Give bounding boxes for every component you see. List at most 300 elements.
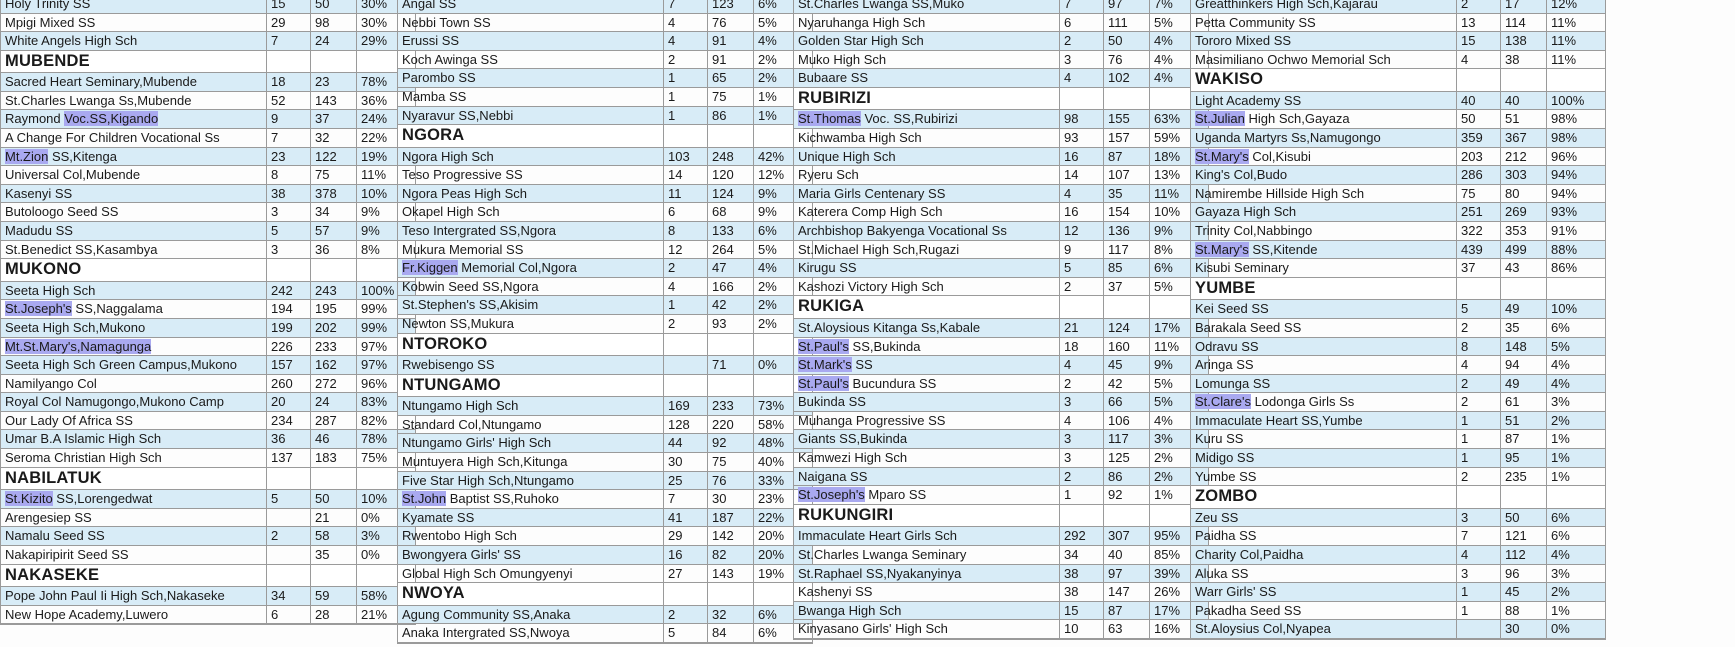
count-b-cell: 143 (708, 565, 754, 583)
count-a-cell: 93 (1060, 129, 1104, 147)
school-name: Sacred Heart Seminary,Mubende (1, 73, 267, 91)
table-row (398, 472, 812, 491)
school-name: Teso Progressive SS (398, 166, 664, 184)
school-name: Holy Trinity SS (1, 0, 267, 13)
count-b-cell: 21 (311, 509, 357, 527)
table-row (1191, 565, 1605, 584)
percent-cell: 5% (1154, 375, 1173, 391)
percent-cell: 11% (1551, 14, 1577, 30)
count-b-cell: 287 (311, 412, 357, 430)
percent-cell: 30% (361, 0, 388, 11)
percent-cell: 4% (1551, 357, 1570, 373)
percent-cell: 4% (1551, 375, 1570, 391)
count-b-cell: 51 (1501, 412, 1547, 430)
count-b-cell: 202 (311, 319, 357, 337)
percent-cell: 1% (758, 107, 777, 123)
table-row (794, 338, 1208, 357)
count-b-cell: 35 (1104, 185, 1150, 203)
percent-cell: 10% (1551, 301, 1578, 317)
percent-cell: 5% (1154, 14, 1173, 30)
count-b-cell: 122 (311, 148, 357, 166)
selection-highlight: Fr.Kiggen (402, 260, 458, 276)
count-b-cell: 367 (1501, 129, 1547, 147)
count-a-cell: 2 (1457, 319, 1501, 337)
school-name: Seeta High Sch (1, 282, 267, 300)
table-row (1, 606, 415, 625)
percent-cell: 5% (758, 241, 777, 257)
count-b-cell: 154 (1104, 203, 1150, 221)
count-a-cell: 7 (267, 32, 311, 50)
school-name: Kyamate SS (398, 509, 664, 527)
count-b-cell: 32 (311, 129, 357, 147)
percent-cell: 2% (758, 278, 777, 294)
table-row (1191, 338, 1605, 357)
school-name: Kashenyi SS (794, 583, 1060, 601)
selection-highlight: St.Mark's (798, 357, 852, 373)
district-name: RUKUNGIRI (794, 505, 1060, 527)
percent-cell: 40% (758, 453, 785, 469)
count-b-cell: 50 (311, 0, 357, 13)
percent-cell: 78% (361, 431, 388, 447)
district-name: RUKIGA (794, 296, 1060, 318)
school-name: Ngora High Sch (398, 148, 664, 166)
school-name: White Angels High Sch (1, 32, 267, 50)
table-row (1, 319, 415, 338)
count-a-cell: 2 (1060, 375, 1104, 393)
table-row (1191, 375, 1605, 394)
school-name: Pakadha Seed SS (1191, 602, 1457, 620)
count-a-cell (1060, 88, 1104, 110)
percent-cell: 9% (361, 204, 380, 220)
table-row (1191, 259, 1605, 278)
table-row (1, 129, 415, 148)
count-a-cell: 13 (1457, 14, 1501, 32)
count-a-cell: 3 (1457, 565, 1501, 583)
count-b-cell: 34 (311, 203, 357, 221)
count-a-cell: 439 (1457, 241, 1501, 259)
count-a-cell: 4 (1060, 412, 1104, 430)
school-name: Barakala Seed SS (1191, 319, 1457, 337)
count-a-cell: 4 (1457, 546, 1501, 564)
count-a-cell: 251 (1457, 203, 1501, 221)
percent-cell: 26% (1154, 584, 1181, 600)
count-a-cell: 5 (664, 624, 708, 642)
school-name: Angal SS (398, 0, 664, 13)
count-b-cell: 91 (708, 51, 754, 69)
percent-cell: 18% (1154, 148, 1181, 164)
count-a-cell: 2 (664, 51, 708, 69)
count-a-cell: 1 (1457, 602, 1501, 620)
percent-cell: 96% (1551, 148, 1578, 164)
school-name: St.Mary's SS,Kitende (1191, 241, 1457, 259)
count-b-cell: 35 (311, 546, 357, 564)
count-a-cell: 2 (1060, 468, 1104, 486)
count-a-cell: 3 (1060, 51, 1104, 69)
selection-highlight: Voc.SS,Kigando (64, 111, 159, 127)
selection-highlight: St.Joseph's (5, 301, 72, 317)
table-row (1, 509, 415, 528)
count-b-cell: 49 (1501, 375, 1547, 393)
count-a-cell: 2 (1457, 393, 1501, 411)
table-row (398, 315, 812, 334)
count-a-cell: 4 (664, 278, 708, 296)
school-name: Umar B.A Islamic High Sch (1, 430, 267, 448)
table-row (1191, 92, 1605, 111)
percent-cell: 98% (1551, 130, 1578, 146)
count-b-cell: 46 (311, 430, 357, 448)
count-b-cell: 49 (1501, 300, 1547, 318)
count-a-cell: 7 (1060, 0, 1104, 13)
percent-cell: 19% (758, 565, 785, 581)
school-name: New Hope Academy,Luwero (1, 606, 267, 624)
school-name: Uganda Martyrs Ss,Namugongo (1191, 129, 1457, 147)
count-a-cell: 199 (267, 319, 311, 337)
count-b-cell: 30 (708, 490, 754, 508)
percent-cell: 8% (361, 241, 380, 257)
percent-cell: 11% (1154, 185, 1180, 201)
count-b-cell: 50 (1104, 32, 1150, 50)
count-b-cell: 92 (708, 434, 754, 452)
percent-cell: 6% (758, 223, 777, 239)
count-a-cell: 103 (664, 148, 708, 166)
table-row (398, 148, 812, 167)
count-a-cell: 4 (1457, 356, 1501, 374)
table-row (1191, 0, 1605, 14)
count-a-cell: 75 (1457, 185, 1501, 203)
school-name: St.Julian High Sch,Gayaza (1191, 110, 1457, 128)
school-name: Arengesiep SS (1, 509, 267, 527)
selection-highlight: St.Julian (1195, 111, 1245, 127)
count-a-cell: 25 (664, 472, 708, 490)
table-row (398, 32, 812, 51)
count-a-cell: 128 (664, 416, 708, 434)
count-a-cell (267, 565, 311, 587)
percent-cell: 13% (1154, 167, 1181, 183)
percent-cell: 96% (361, 375, 388, 391)
count-a-cell: 9 (267, 110, 311, 128)
table-row (398, 51, 812, 70)
table-row (398, 296, 812, 315)
percent-cell: 82% (361, 412, 388, 428)
count-b-cell: 272 (311, 375, 357, 393)
count-a-cell: 5 (1457, 300, 1501, 318)
table-row (1191, 527, 1605, 546)
count-b-cell (708, 583, 754, 605)
percent-cell: 97% (361, 338, 388, 354)
count-a-cell: 5 (267, 222, 311, 240)
table-row (1, 148, 415, 167)
count-a-cell: 7 (267, 129, 311, 147)
count-a-cell: 34 (1060, 546, 1104, 564)
school-name: Immaculate Heart Girls Sch (794, 527, 1060, 545)
count-a-cell: 29 (267, 14, 311, 32)
count-a-cell: 3 (1060, 393, 1104, 411)
table-row (1191, 468, 1605, 487)
table-row (398, 278, 812, 297)
count-b-cell: 117 (1104, 241, 1150, 259)
district-name: MUBENDE (1, 51, 267, 73)
selection-highlight: Mt.St.Mary's,Namagunga (5, 338, 152, 354)
school-name: St.Mark's SS (794, 356, 1060, 374)
district-name: NTOROKO (398, 334, 664, 356)
table-row (1, 587, 415, 606)
count-b-cell: 160 (1104, 338, 1150, 356)
count-a-cell: 16 (664, 546, 708, 564)
school-name: St.Paul's SS,Bukinda (794, 338, 1060, 356)
table-row (1, 14, 415, 33)
table-row (794, 222, 1208, 241)
table-row (794, 468, 1208, 487)
count-b-cell: 30 (1501, 620, 1547, 638)
percent-cell: 59% (1154, 130, 1181, 146)
count-b-cell: 42 (1104, 375, 1150, 393)
table-row (1191, 166, 1605, 185)
table-row (1191, 51, 1605, 70)
count-a-cell (664, 583, 708, 605)
count-a-cell (1060, 296, 1104, 318)
count-b-cell: 248 (708, 148, 754, 166)
district-name: WAKISO (1191, 69, 1457, 91)
table-row (1191, 620, 1605, 639)
school-name: Kei Seed SS (1191, 300, 1457, 318)
percent-cell: 5% (1154, 278, 1173, 294)
count-a-cell: 6 (664, 203, 708, 221)
count-b-cell: 303 (1501, 166, 1547, 184)
count-a-cell: 15 (1060, 602, 1104, 620)
school-name: St.Benedict SS,Kasambya (1, 241, 267, 259)
count-b-cell: 220 (708, 416, 754, 434)
percent-cell: 4% (758, 33, 777, 49)
percent-cell: 6% (1551, 509, 1570, 525)
school-name: Giants SS,Bukinda (794, 430, 1060, 448)
count-b-cell: 138 (1501, 32, 1547, 50)
table-row (794, 430, 1208, 449)
school-name: St.Raphael SS,Nyakanyinya (794, 565, 1060, 583)
percent-cell: 0% (361, 509, 380, 525)
table-row (1, 356, 415, 375)
percent-cell: 58% (758, 416, 785, 432)
percent-cell: 4% (1154, 412, 1173, 428)
count-b-cell (1104, 505, 1150, 527)
count-b-cell: 111 (1104, 14, 1150, 32)
school-name: Muhanga Progressive SS (794, 412, 1060, 430)
percent-cell: 3% (361, 528, 380, 544)
count-b-cell: 42 (708, 296, 754, 314)
percent-cell: 6% (758, 606, 777, 622)
count-a-cell: 203 (1457, 148, 1501, 166)
count-b-cell: 50 (311, 490, 357, 508)
selection-highlight: St.Paul's (798, 375, 849, 391)
school-name: Kuru SS (1191, 430, 1457, 448)
school-name: Teso Intergrated SS,Ngora (398, 222, 664, 240)
count-b-cell: 114 (1501, 14, 1547, 32)
table-row (794, 393, 1208, 412)
table-row (794, 356, 1208, 375)
table-row (794, 583, 1208, 602)
percent-cell: 98% (1551, 111, 1578, 127)
percent-cell: 2% (758, 297, 777, 313)
percent-cell: 0% (361, 546, 380, 562)
percent-cell: 94% (1551, 185, 1578, 201)
count-b-cell: 23 (311, 73, 357, 91)
selection-highlight: St.Kizito (5, 491, 53, 507)
table-row (1191, 222, 1605, 241)
school-name: St.Aloysius Col,Nyapea (1191, 620, 1457, 638)
district-header (1191, 486, 1605, 509)
table-row (1191, 412, 1605, 431)
percent-cell: 97% (361, 357, 388, 373)
count-a-cell: 157 (267, 356, 311, 374)
school-name: Nyaruhanga High Sch (794, 14, 1060, 32)
percent-cell: 88% (1551, 241, 1578, 257)
percent-cell: 6% (758, 625, 777, 641)
count-a-cell: 38 (267, 185, 311, 203)
selection-highlight: St.Mary's (1195, 241, 1249, 257)
count-b-cell: 97 (1104, 0, 1150, 13)
count-b-cell: 61 (1501, 393, 1547, 411)
table-row (1, 300, 415, 319)
district-header (794, 88, 1208, 111)
school-name: Mt.Zion SS,Kitenga (1, 148, 267, 166)
count-a-cell (267, 509, 311, 527)
percent-cell: 10% (1154, 204, 1181, 220)
table-row (398, 356, 812, 375)
count-b-cell: 59 (311, 587, 357, 605)
school-name: Ryeru Sch (794, 166, 1060, 184)
table-row (398, 185, 812, 204)
count-b-cell: 84 (708, 624, 754, 642)
school-name: Kinyasano Girls' High Sch (794, 620, 1060, 638)
table-row (398, 509, 812, 528)
school-name: Muko High Sch (794, 51, 1060, 69)
school-name: Kisubi Seminary (1191, 259, 1457, 277)
count-a-cell: 1 (1457, 449, 1501, 467)
percent-cell: 36% (361, 92, 388, 108)
count-a-cell: 1 (1457, 412, 1501, 430)
count-b-cell: 63 (1104, 620, 1150, 638)
percent-cell: 93% (1551, 204, 1578, 220)
count-b-cell: 80 (1501, 185, 1547, 203)
count-a-cell: 8 (267, 166, 311, 184)
count-a-cell: 16 (1060, 203, 1104, 221)
count-a-cell: 27 (664, 565, 708, 583)
count-a-cell (267, 468, 311, 490)
count-a-cell: 14 (1060, 166, 1104, 184)
count-b-cell: 95 (1501, 449, 1547, 467)
percent-cell: 39% (1154, 565, 1181, 581)
count-b-cell: 32 (708, 606, 754, 624)
school-name: Paidha SS (1191, 527, 1457, 545)
count-a-cell: 30 (664, 453, 708, 471)
table-row (794, 241, 1208, 260)
school-name: Midigo SS (1191, 449, 1457, 467)
school-name: Global High Sch Omungyenyi (398, 565, 664, 583)
percent-cell: 42% (758, 148, 785, 164)
count-a-cell: 2 (1060, 278, 1104, 296)
count-a-cell: 14 (664, 166, 708, 184)
table-row (1, 203, 415, 222)
table-row (1191, 319, 1605, 338)
percent-cell: 4% (1551, 546, 1570, 562)
selection-highlight: Mt.Zion (5, 148, 49, 164)
table-row (1, 430, 415, 449)
school-name: Katerera Comp High Sch (794, 203, 1060, 221)
count-a-cell: 3 (1060, 449, 1104, 467)
school-name: A Change For Children Vocational Ss (1, 129, 267, 147)
table-row (1191, 300, 1605, 319)
percent-cell: 75% (361, 450, 388, 466)
table-row (398, 166, 812, 185)
table-row (794, 185, 1208, 204)
count-a-cell: 4 (1060, 356, 1104, 374)
table-row (1, 166, 415, 185)
school-name: St.Charles Lwanga Seminary (794, 546, 1060, 564)
percent-cell: 11% (361, 167, 387, 183)
district-header (398, 375, 812, 398)
count-b-cell: 65 (708, 69, 754, 87)
percent-cell: 24% (361, 111, 388, 127)
count-a-cell: 9 (1060, 241, 1104, 259)
table-row (1, 449, 415, 468)
count-b-cell: 40 (1501, 92, 1547, 110)
table-row (794, 546, 1208, 565)
selection-highlight: St.Clare's (1195, 394, 1251, 410)
school-name: Seeta High Sch,Mukono (1, 319, 267, 337)
school-name: Ntungamo High Sch (398, 397, 664, 415)
count-a-cell: 4 (1060, 69, 1104, 87)
district-name: NAKASEKE (1, 565, 267, 587)
count-a-cell: 12 (1060, 222, 1104, 240)
table-row (1, 92, 415, 111)
school-name: Masimiliano Ochwo Memorial Sch (1191, 51, 1457, 69)
percent-cell: 6% (1551, 319, 1570, 335)
count-b-cell: 91 (708, 32, 754, 50)
table-row (1, 110, 415, 129)
percent-cell: 8% (1154, 241, 1173, 257)
count-b-cell: 269 (1501, 203, 1547, 221)
table-row (1191, 203, 1605, 222)
school-name: Rwebisengo SS (398, 356, 664, 374)
count-b-cell: 166 (708, 278, 754, 296)
school-name: St.Michael High Sch,Rugazi (794, 241, 1060, 259)
count-b-cell: 38 (1501, 51, 1547, 69)
count-a-cell: 2 (1457, 468, 1501, 486)
table-row (1191, 14, 1605, 33)
school-name: Nakapiripirit Seed SS (1, 546, 267, 564)
table-row (794, 620, 1208, 639)
count-b-cell: 45 (1501, 583, 1547, 601)
count-b-cell: 307 (1104, 527, 1150, 545)
count-b-cell: 235 (1501, 468, 1547, 486)
count-b-cell: 76 (1104, 51, 1150, 69)
percent-cell: 3% (1551, 394, 1570, 410)
percent-cell: 10% (361, 185, 388, 201)
count-a-cell: 2 (267, 527, 311, 545)
percent-cell: 2% (1154, 468, 1173, 484)
district-header (794, 296, 1208, 319)
percent-cell (1547, 69, 1605, 91)
table-row (794, 110, 1208, 129)
school-name: Petta Community SS (1191, 14, 1457, 32)
percent-cell: 17% (1154, 319, 1181, 335)
percent-cell: 21% (361, 606, 388, 622)
district-header (1191, 278, 1605, 301)
count-a-cell (1457, 620, 1501, 638)
table-row (1, 0, 415, 14)
count-a-cell: 38 (1060, 565, 1104, 583)
school-name: Butoloogo Seed SS (1, 203, 267, 221)
count-a-cell: 137 (267, 449, 311, 467)
